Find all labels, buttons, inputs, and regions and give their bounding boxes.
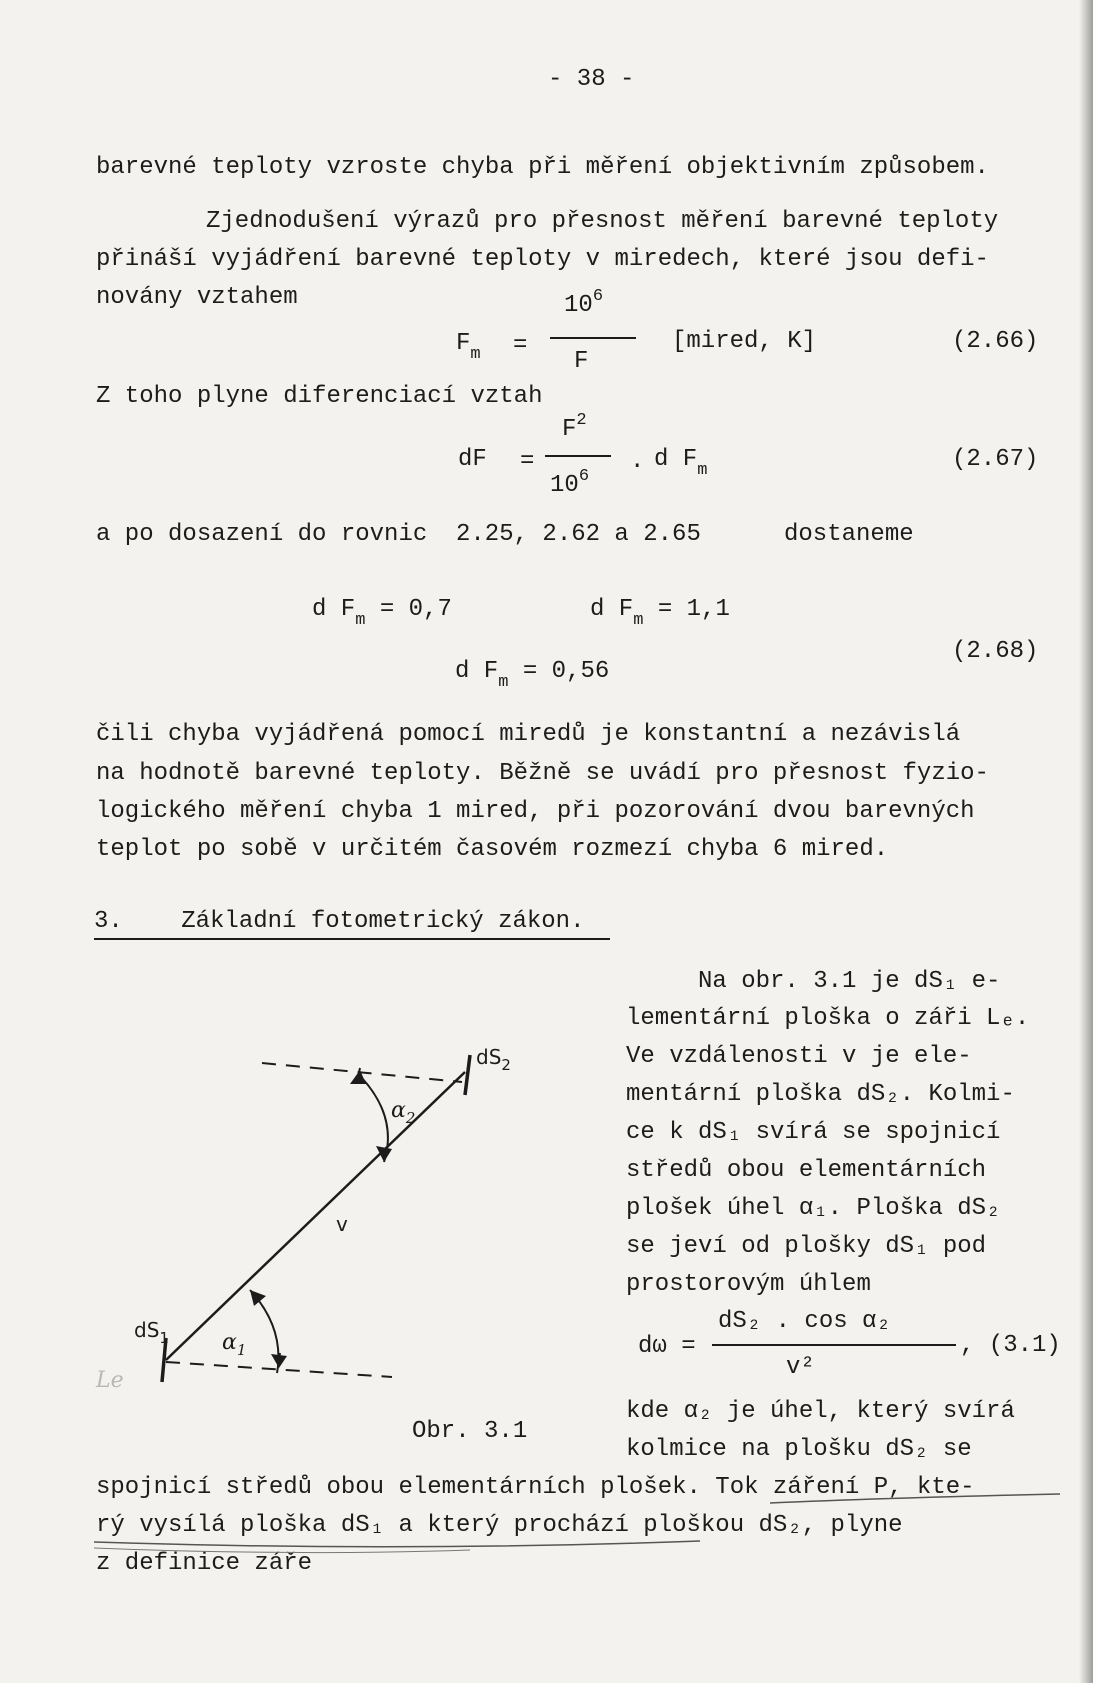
eq-lhs: dω = <box>638 1333 696 1360</box>
label-v: v <box>336 1212 348 1236</box>
eq-label: , (3.1) <box>960 1332 1061 1359</box>
text-line: barevné teploty vzroste chyba při měření objektivním způsobem. <box>96 154 989 181</box>
label-le-pencil: Le <box>96 1368 124 1393</box>
section-number: 3. <box>94 908 123 935</box>
eq-differential: d $F_m$ <box>654 446 708 480</box>
text-line: kde α₂ je úhel, který svírá <box>626 1398 1015 1425</box>
text-line: se jeví od plošky dS₁ pod <box>626 1233 987 1260</box>
subst-text: a po dosazení do rovnic <box>96 521 428 548</box>
eq-denominator: $10^6$ <box>550 467 590 499</box>
text-line: teplot po sobě v určitém časovém rozmezí chyba 6 mired. <box>96 836 889 863</box>
text-line: čili chyba vyjádřená pomocí miredů je konstantní a nezávislá <box>96 721 961 748</box>
eq-label: (2.67) <box>952 446 1039 473</box>
page-number: - 38 - <box>548 66 635 93</box>
eq-dot: . <box>630 448 645 475</box>
text-line: na hodnotě barevné teploty. Běžně se uvádí pro přesnost fyzio- <box>96 760 989 787</box>
text-line: Zjednodušení výrazů pro přesnost měření barevné teploty <box>206 208 999 235</box>
text-line: spojnicí středů obou elementárních plošek. Tok záření P, kte- <box>96 1474 975 1501</box>
label-alpha2: $\alpha_2$ <box>391 1098 416 1127</box>
eq-lhs: $F_m$ <box>456 330 481 364</box>
text-line: Z toho plyne diferenciací vztah <box>96 383 543 410</box>
section-title: Základní fotometrický zákon. <box>181 908 585 935</box>
label-ds2: $dS_2$ <box>476 1045 511 1074</box>
eq-units: [mired, K] <box>672 328 817 355</box>
pencil-underline <box>94 1548 470 1553</box>
eq-item: d $F_m = 0,56$ <box>455 658 610 692</box>
text-line: z definice záře <box>96 1550 313 1577</box>
eq-item: d $F_m = 1,1$ <box>590 596 730 630</box>
text-line: mentární ploška dS₂. Kolmi- <box>626 1081 1015 1108</box>
eq-item: d $F_m = 0,7$ <box>312 596 452 630</box>
text-line: středů obou elementárních <box>626 1157 987 1184</box>
figure-caption: Obr. 3.1 <box>412 1418 528 1445</box>
eq-op: = <box>513 332 528 359</box>
text-line: kolmice na plošku dS₂ se <box>626 1436 972 1463</box>
eq-lhs: dF <box>458 446 487 473</box>
label-alpha1: $\alpha_1$ <box>222 1330 247 1359</box>
text-line: plošek úhel α₁. Ploška dS₂ <box>626 1195 1001 1222</box>
text-line: lementární ploška o záři Lₑ. <box>626 1005 1030 1032</box>
text-line: logického měření chyba 1 mired, při pozorování dvou barevných <box>96 798 975 825</box>
text-line: novány vztahem <box>96 284 298 311</box>
text-line: rý vysílá ploška dS₁ a který prochází ploškou dS₂, plyne <box>96 1512 903 1539</box>
text-line: ce k dS₁ svírá se spojnicí <box>626 1119 1001 1146</box>
text-line: Ve vzdálenosti v je ele- <box>626 1043 972 1070</box>
eq-label: (2.68) <box>952 638 1039 665</box>
text-line: prostorovým úhlem <box>626 1271 871 1298</box>
subst-refs: 2.25, 2.62 a 2.65 <box>456 521 701 548</box>
pencil-underline <box>94 1541 700 1547</box>
eq-denominator: v² <box>786 1354 815 1381</box>
text-line: přináší vyjádření barevné teploty v miredech, které jsou defi- <box>96 246 989 273</box>
eq-numerator: dS₂ . cos α₂ <box>718 1308 891 1335</box>
eq-numerator: $10^6$ <box>564 287 604 319</box>
eq-denominator: F <box>574 348 589 375</box>
eq-op: = <box>520 448 535 475</box>
eq-numerator: $F^2$ <box>562 411 587 443</box>
subst-tail: dostaneme <box>784 521 914 548</box>
text-line: Na obr. 3.1 je dS₁ e- <box>698 968 1001 995</box>
label-ds1: $dS_1$ <box>134 1318 169 1347</box>
eq-label: (2.66) <box>952 328 1039 355</box>
pencil-underline <box>770 1494 1060 1503</box>
